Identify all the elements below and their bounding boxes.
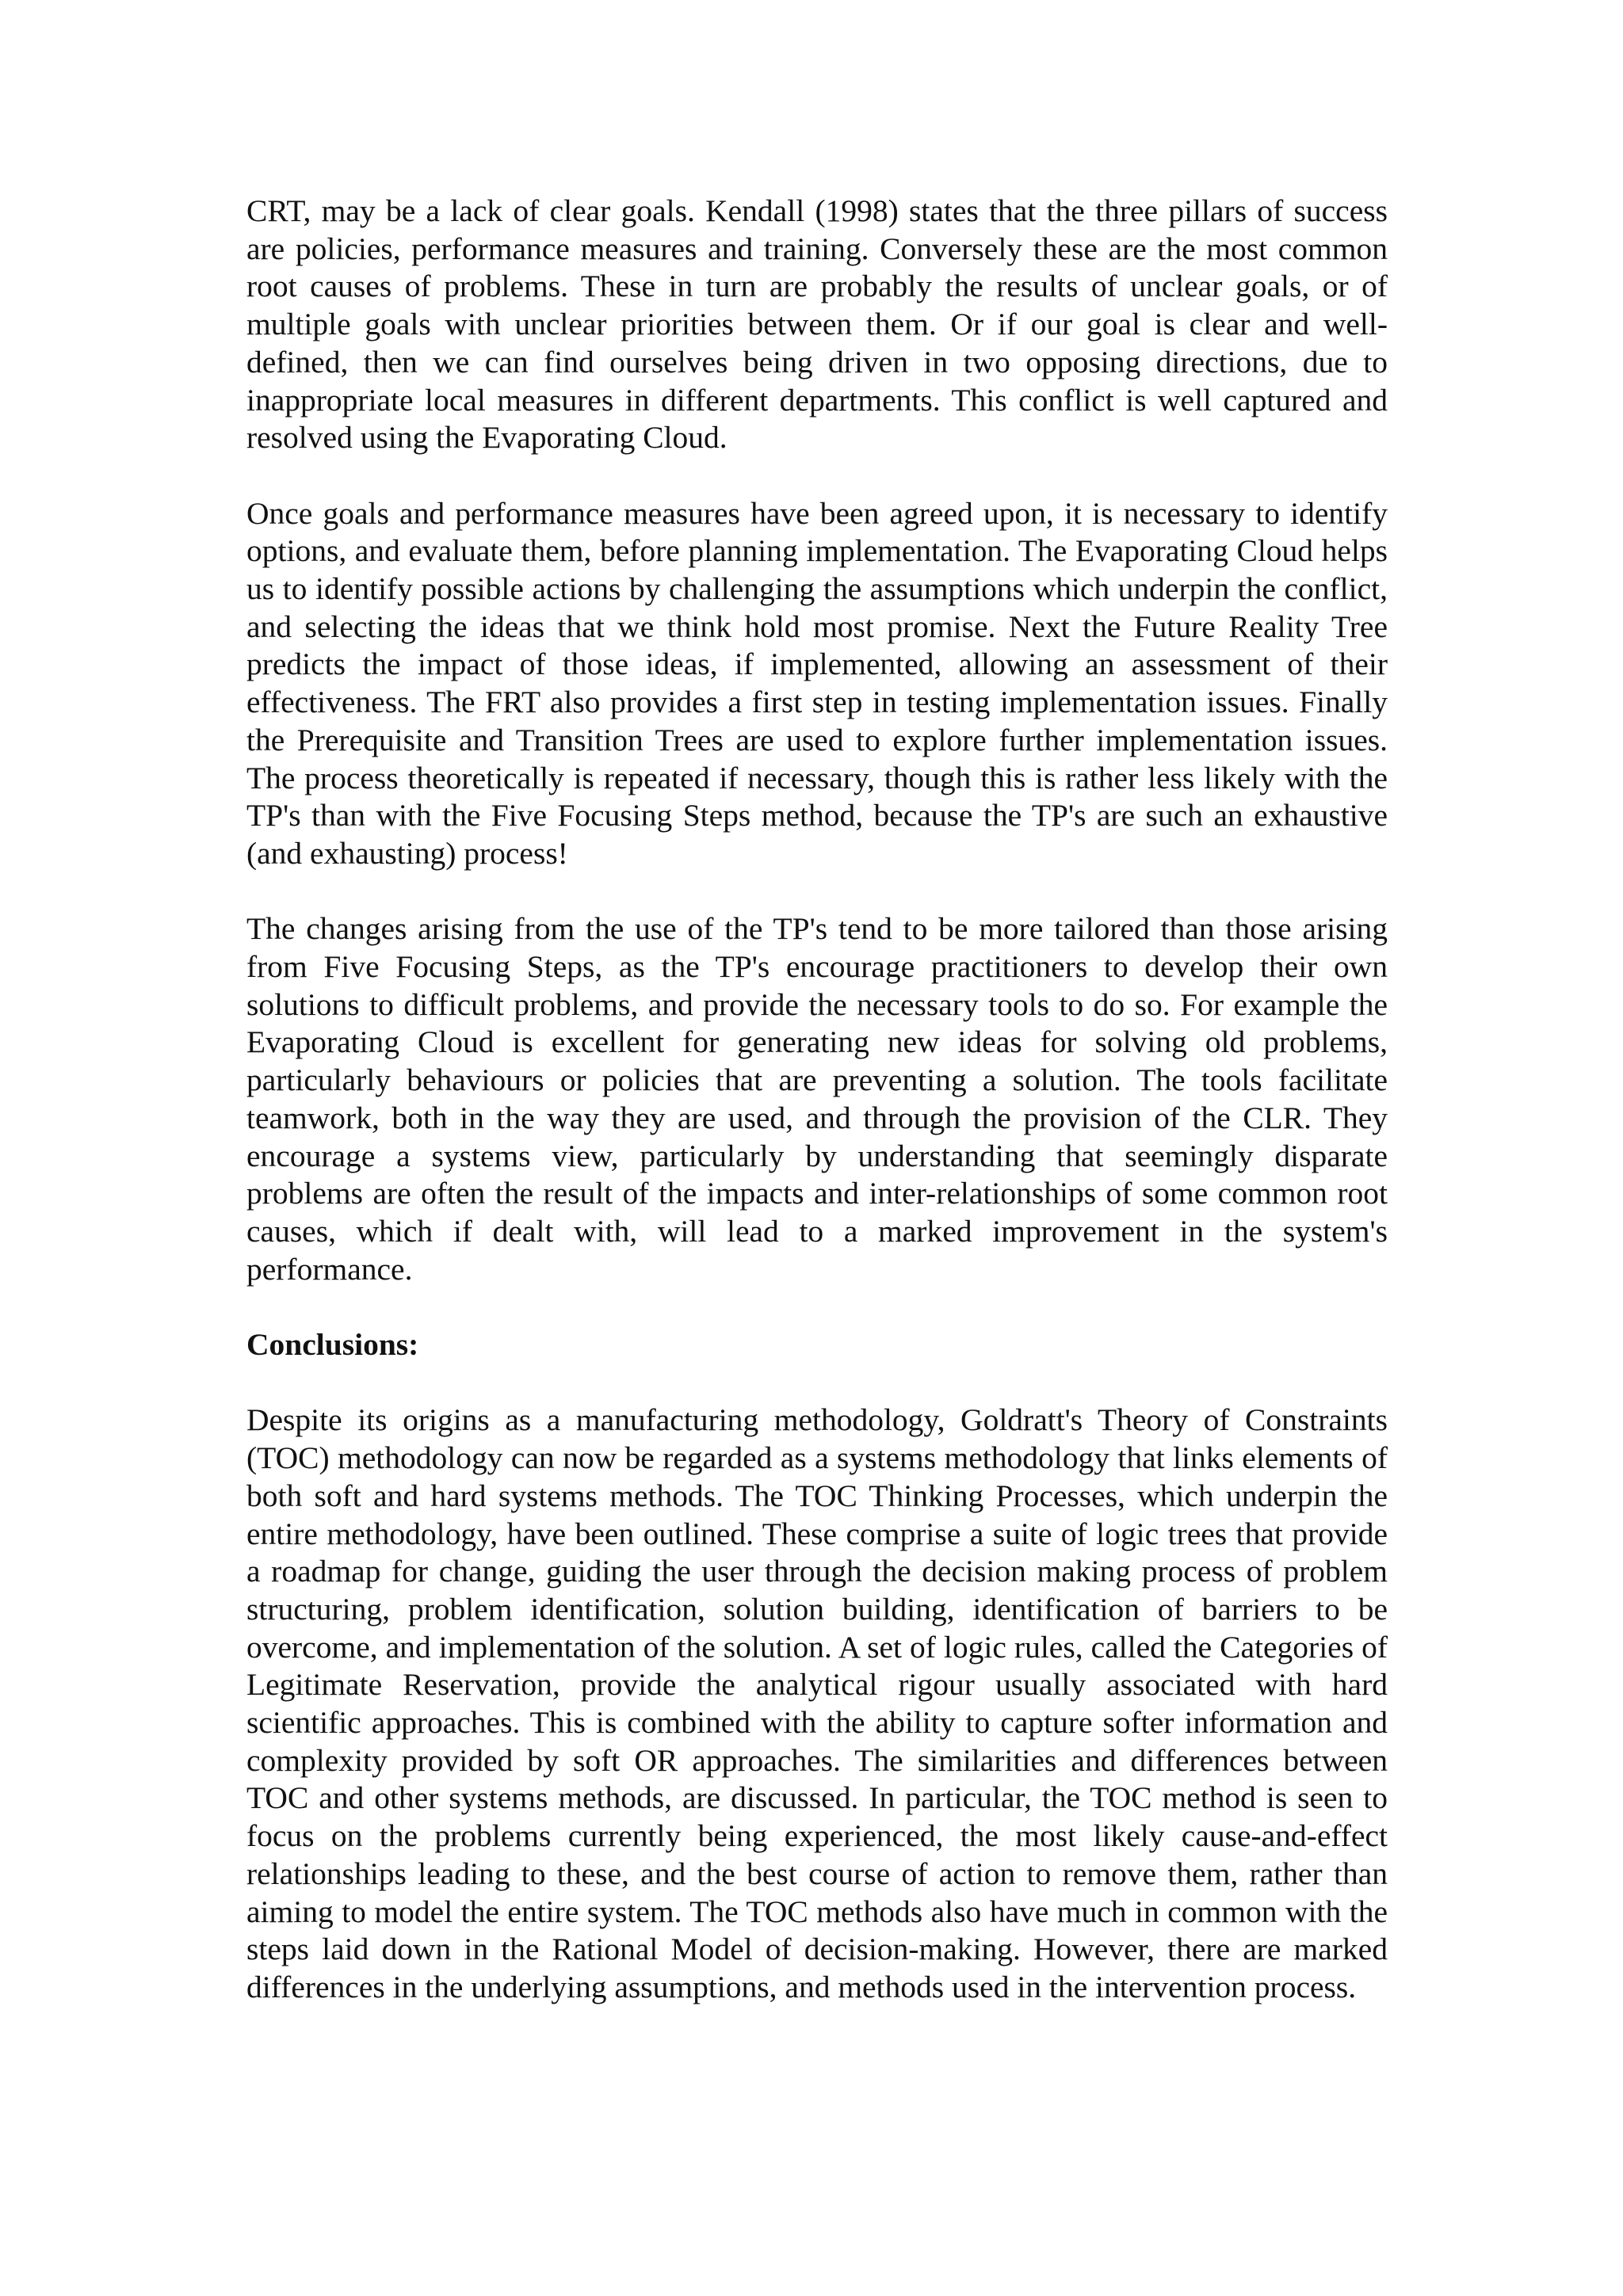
conclusions-paragraph: Despite its origins as a manufacturing methodology, Goldratt's Theory of Constraints (TOC) methodology can now be regarded as a systems methodology that links elements of both soft and hard systems methods. The TOC Thinking Processes, which underpin the entire methodology, have been outlined. These comprise a suite of logic trees that provide a roadmap for change, guiding the user through the decision making process of problem structuring, problem identification, solution building, identification of barriers to be overcome, and implementation of the solution. A set of logic rules, called the Categories of Legitimate Reservation, provide the analytical rigour usually associated with hard scientific approaches. This is combined with the ability to capture softer information and complexity provided by soft OR approaches. The similarities and differences between TOC and other systems methods, are discussed. In particular, the TOC method is seen to focus on the problems currently being experienced, the most likely cause-and-effect relationships leading to these, and the best course of action to remove them, rather than aiming to model the entire system. The TOC methods also have much in common with the steps laid down in the Rational Model of decision-making. However, there are marked differences in the underlying assumptions, and methods used in the intervention process. [246, 1402, 1388, 2004]
paragraph-evaporating-cloud: Once goals and performance measures have been agreed upon, it is necessary to identify options, and evaluate them, before planning implementation. The Evaporating Cloud helps us to identify possible actions by challenging the assumptions which underpin the conflict, and selecting the ideas that we think hold most promise. Next the Future Reality Tree predicts the impact of those ideas, if implemented, allowing an assessment of their effectiveness. The FRT also provides a first step in testing implementation issues. Finally the Prerequisite and Transition Trees are used to explore further implementation issues. The process theoretically is repeated if necessary, though this is rather less likely with the TP's than with the Five Focusing Steps method, because the TP's are such an exhaustive (and exhausting) process! [246, 495, 1388, 871]
conclusions-heading: Conclusions: [246, 1327, 419, 1363]
paragraph-tp-changes: The changes arising from the use of the TP's tend to be more tailored than those arising from Five Focusing Steps, as the TP's encourage practitioners to develop their own solutions to difficult problems, and provide the necessary tools to do so. For example the Evaporating Cloud is excellent for generating new ideas for solving old problems, particularly behaviours or policies that are preventing a solution. The tools facilitate teamwork, both in the way they are used, and through the provision of the CLR. They encourage a systems view, particularly by understanding that seemingly disparate problems are often the result of the impacts and inter-relationships of some common root causes, which if dealt with, will lead to a marked improvement in the system's performance. [246, 911, 1388, 1287]
document-page [246, 193, 1388, 2044]
paragraph-goals: CRT, may be a lack of clear goals. Kendall (1998) states that the three pillars of success are policies, performance measures and training. Conversely these are the most common root causes of problems. These in turn are probably the results of unclear goals, or of multiple goals with unclear priorities between them. Or if our goal is clear and well-defined, then we can find ourselves being driven in two opposing directions, due to inappropriate local measures in different departments. This conflict is well captured and resolved using the Evaporating Cloud. [246, 193, 1388, 456]
